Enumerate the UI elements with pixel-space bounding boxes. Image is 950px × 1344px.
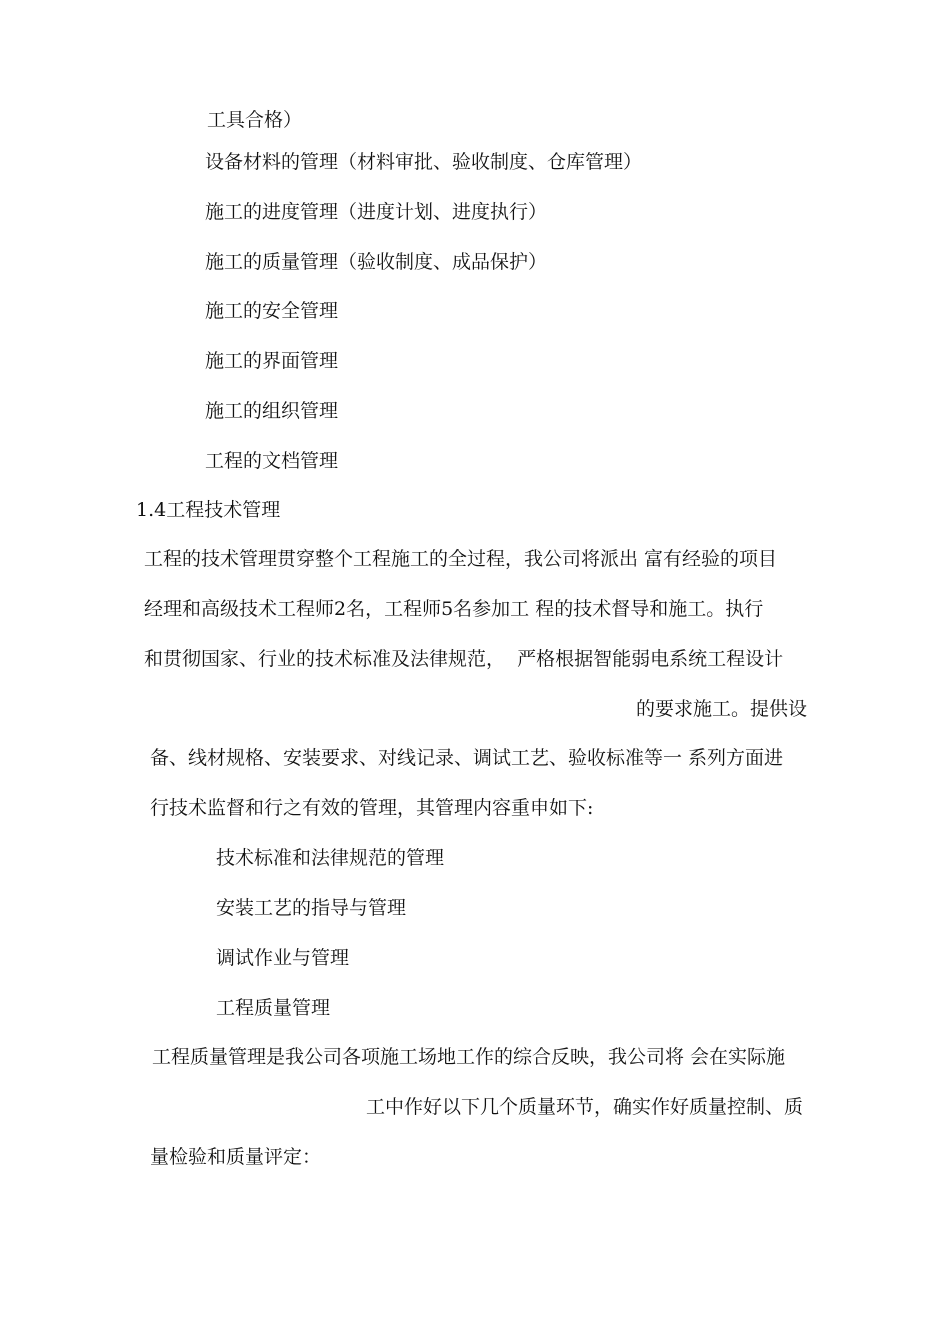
list-item: 施工的质量管理（验收制度、成品保护） [205, 251, 548, 273]
paragraph-line: 量检验和质量评定： [150, 1146, 322, 1168]
list-item: 工具合格） [207, 109, 303, 131]
paragraph-line: 工中作好以下几个质量环节，确实作好质量控制、质 [366, 1096, 804, 1118]
paragraph-line: 备、线材规格、安装要求、对线记录、调试工艺、验收标准等一 系列方面进 [150, 747, 784, 769]
paragraph-line: 工程的技术管理贯穿整个工程施工的全过程，我公司将派出 富有经验的项目 [144, 548, 778, 570]
list-item: 技术标准和法律规范的管理 [216, 847, 445, 869]
section-heading: 1.4工程技术管理 [136, 499, 281, 521]
list-item: 工程的文档管理 [205, 450, 339, 472]
paragraph-line: 工程质量管理是我公司各项施工场地工作的综合反映，我公司将 会在实际施 [152, 1046, 786, 1068]
list-item: 施工的进度管理（进度计划、进度执行） [205, 201, 548, 223]
list-item: 设备材料的管理（材料审批、验收制度、仓库管理） [205, 151, 643, 173]
list-item: 安装工艺的指导与管理 [216, 897, 407, 919]
paragraph-line: 行技术监督和行之有效的管理，其管理内容重申如下: [150, 797, 594, 819]
list-item: 施工的界面管理 [205, 350, 339, 372]
list-item: 工程质量管理 [216, 997, 331, 1019]
paragraph-line: 的要求施工。提供设 [636, 698, 808, 720]
list-item: 施工的安全管理 [205, 300, 339, 322]
list-item: 调试作业与管理 [216, 947, 350, 969]
paragraph-line: 经理和高级技术工程师2名，工程师5名参加工 程的技术督导和施工。执行 [144, 598, 764, 620]
list-item: 施工的组织管理 [205, 400, 339, 422]
paragraph-line: 和贯彻国家、行业的技术标准及法律规范， 严格根据智能弱电系统工程设计 [144, 648, 784, 670]
